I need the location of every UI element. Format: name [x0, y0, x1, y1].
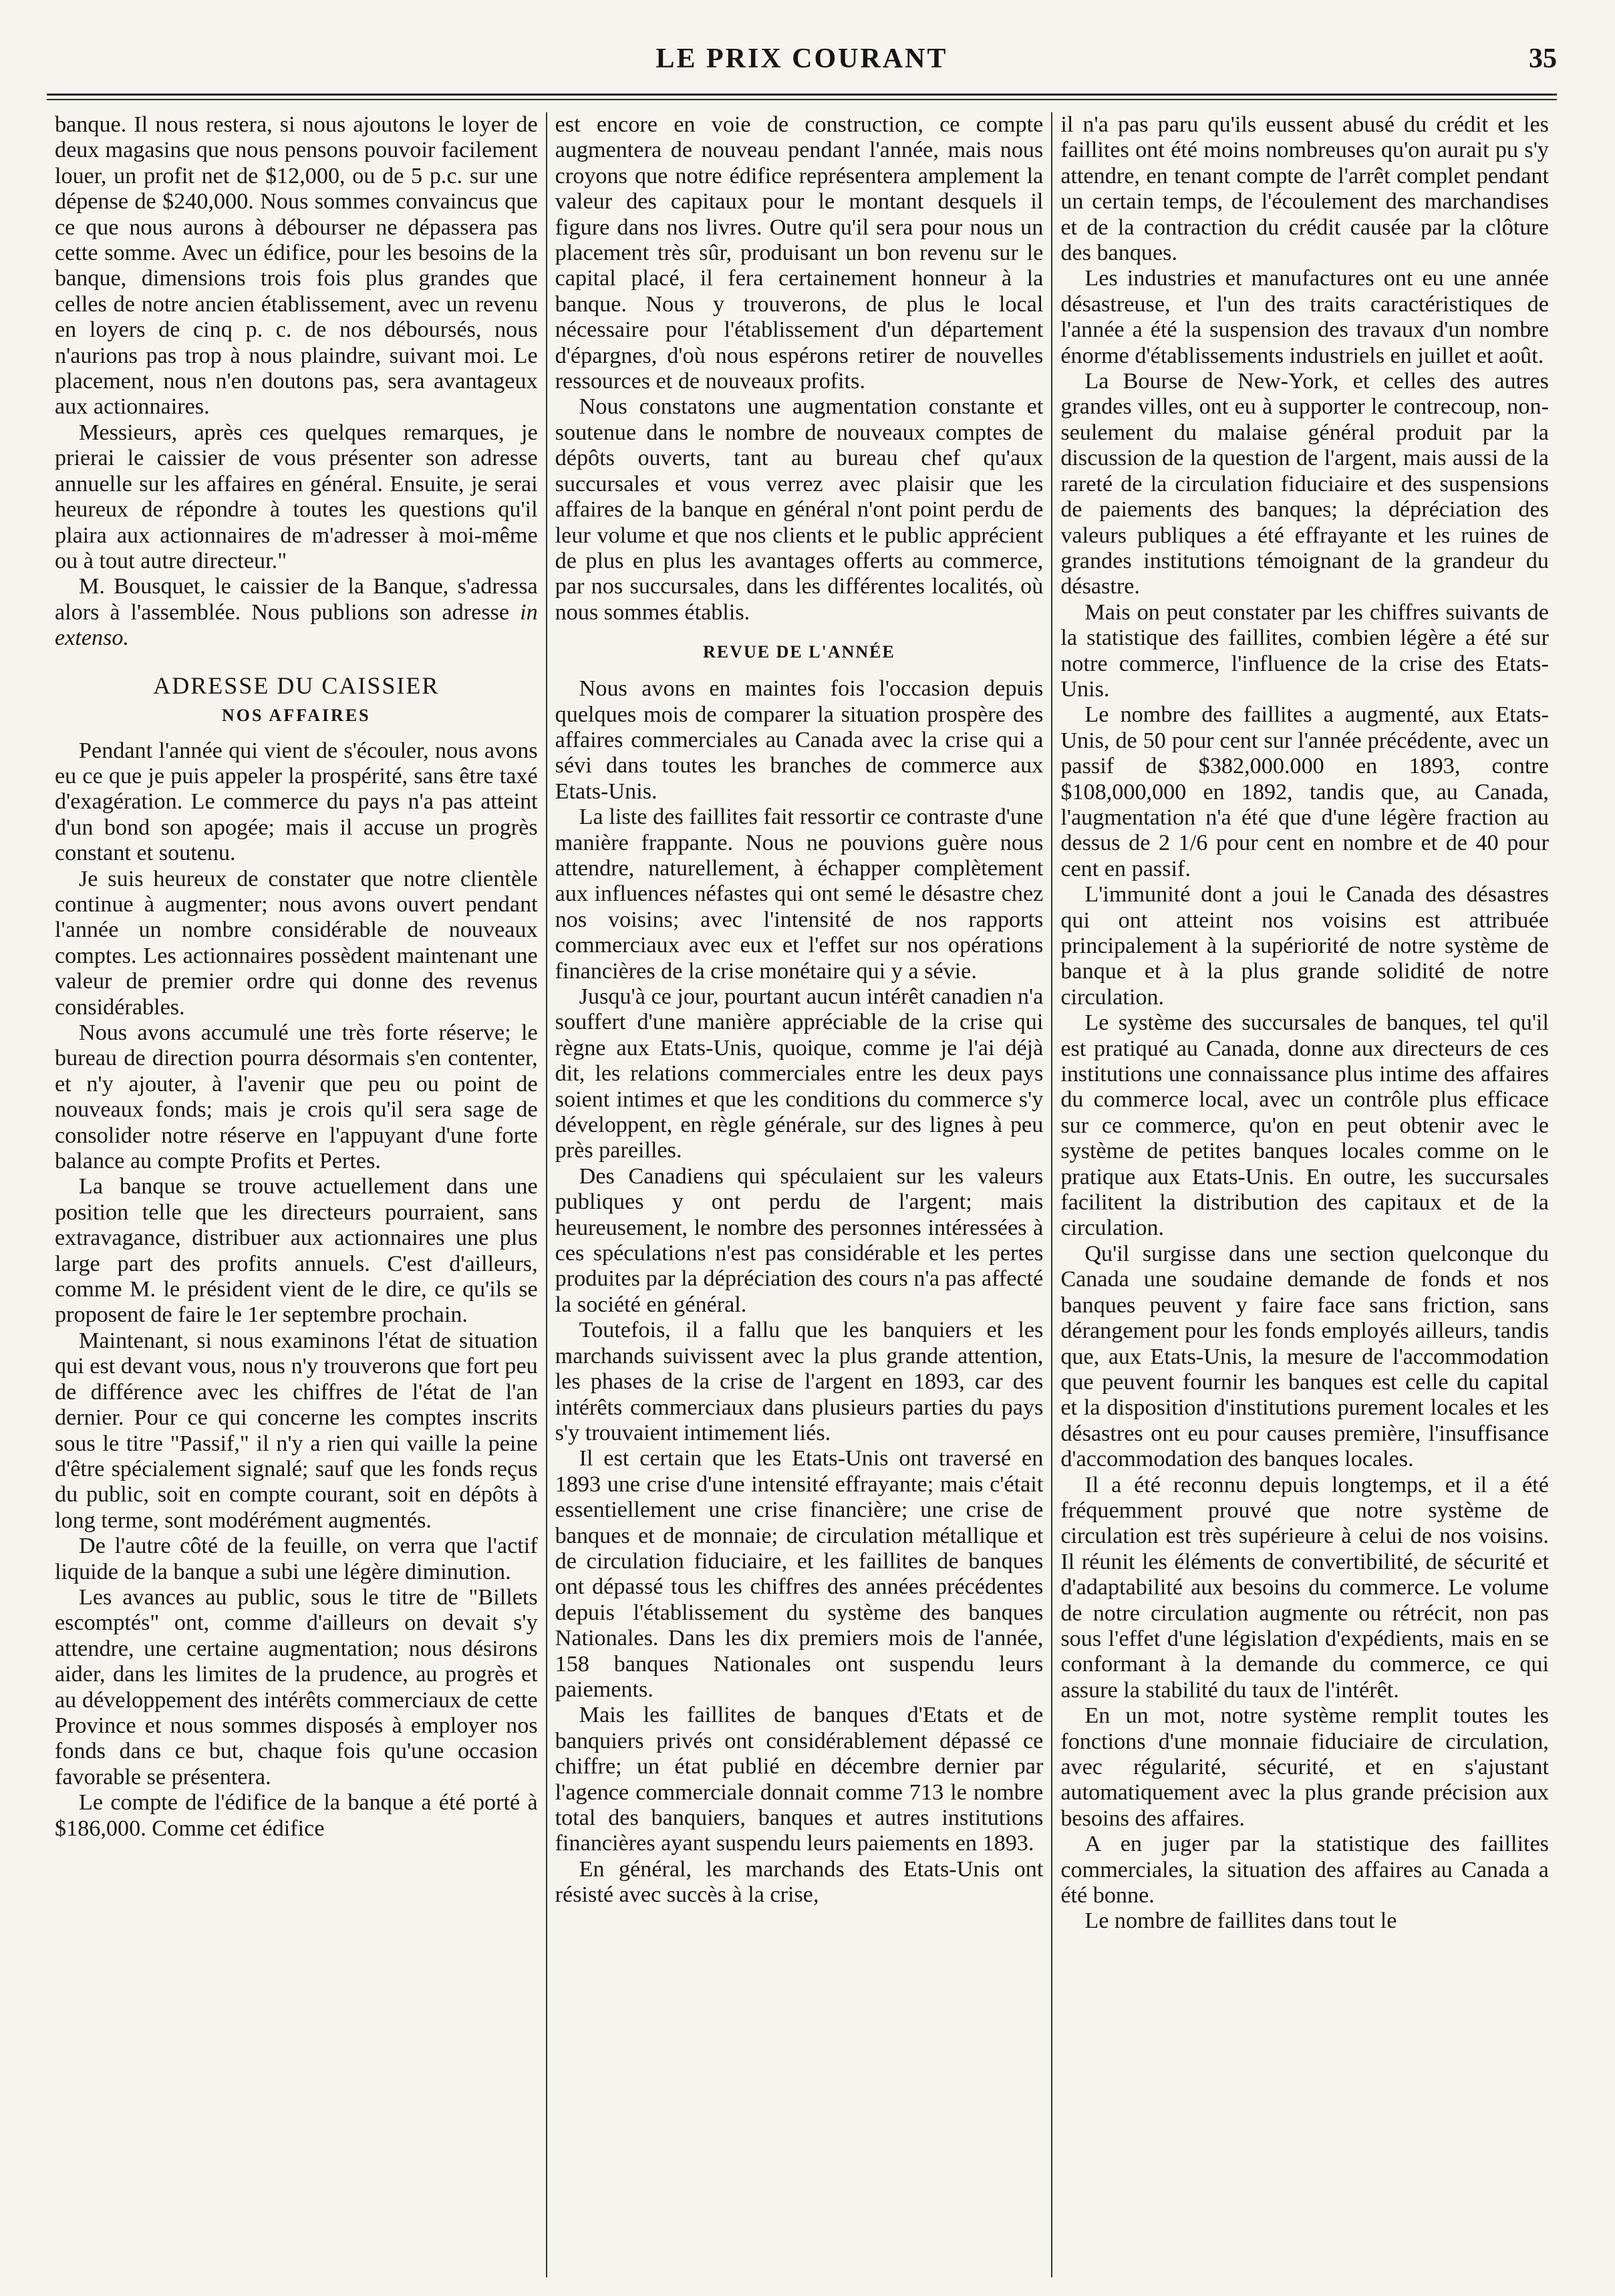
- paragraph: Messieurs, après ces quelques remarques, je prierai le caissier de vous présenter son adresse annuelle sur les affaires en général. Ensuite, je serai heureux de répondre à toutes les questions qu'il plaira aux actionnaires de m'adresser à moi-même ou à tout autre directeur.": [55, 420, 538, 573]
- paragraph: La banque se trouve actuellement dans une position telle que les directeurs pourraient, sans extravagance, distribuer aux actionnaires une plus large part des profits annuels. C'est d'ailleurs, comme M. le président vient de le dire, ce qu'ils se proposent de faire le 1er septembre prochain.: [55, 1174, 538, 1328]
- paragraph: Il a été reconnu depuis longtemps, et il a été fréquemment prouvé que notre système de circulation est très supérieure à celui de nos voisins. Il réunit les éléments de convertibilité, de sécurité et d'adaptabilité aux besoins du commerce. Le volume de notre circulation augmente ou rétrécit, non pas sous l'effet d'une législation d'expédients, mais en se conformant à la demande du commerce, ce qui assure la stabilité du taux de l'intérêt.: [1060, 1472, 1549, 1703]
- page-header: [47, 39, 1557, 87]
- emphasis-text: in extenso.: [55, 599, 538, 651]
- paragraph: La Bourse de New-York, et celles des autres grandes villes, ont eu à supporter le contrecoup, non-seulement du malaise général produit par la discussion de la question de l'argent, mais aussi de la rareté de la circulation fiduciaire et des suspensions de paiements des banques; la dépréciation des valeurs publiques a été effrayante et les ruines de grandes institutions témoignant de la grandeur du désastre.: [1060, 369, 1549, 599]
- paragraph: Nous avons accumulé une très forte réserve; le bureau de direction pourra désormais s'en contenter, et n'y ajouter, à l'avenir que peu ou point de nouveaux fonds; mais je crois qu'il sera sage de consolider notre réserve en l'appuyant d'une forte balance au compte Profits et Pertes.: [55, 1020, 538, 1174]
- column-3: [1052, 112, 1557, 2277]
- paragraph: Jusqu'à ce jour, pourtant aucun intérêt canadien n'a souffert d'une manière appréciable de la crise qui règne aux Etats-Unis, quoique, comme je l'ai déjà dit, les relations commerciales entre les deux pays soient intimes et que les conditions du commerce s'y développent, en règle générale, sur des lignes à peu près pareilles.: [555, 984, 1044, 1163]
- paragraph: Le système des succursales de banques, tel qu'il est pratiqué au Canada, donne aux directeurs de ces institutions une connaissance plus intime des affaires du commerce local, avec un contrôle plus efficace sur ce commerce, qu'on en peut obtenir avec le système de petites banques locales comme on le pratique aux Etats-Unis. En outre, les succursales facilitent la distribution des capitaux et de la circulation.: [1060, 1010, 1549, 1241]
- paragraph: [55, 574, 538, 651]
- paragraph: A en juger par la statistique des faillites commerciales, la situation des affaires au Canada a été bonne.: [1060, 1832, 1549, 1908]
- paragraph: Qu'il surgisse dans une section quelconque du Canada une soudaine demande de fonds et nos banques peuvent y faire face sans friction, sans dérangement pour les fonds employés ailleurs, tandis que, aux Etats-Unis, la mesure de l'accommodation que peuvent fournir les banques est celle du capital et la disposition d'institutions purement locales et les désastres ont eu pour causes première, l'insuffisance d'accommodation des banques locales.: [1060, 1241, 1549, 1472]
- paragraph: Les industries et manufactures ont eu une année désastreuse, et l'un des traits caractéristiques de l'année a été la suspension des travaux d'un nombre énorme d'établissements industriels en juillet et août.: [1060, 266, 1549, 368]
- section-heading: ADRESSE DU CAISSIER: [153, 672, 440, 699]
- paragraph: Le nombre des faillites a augmenté, aux Etats-Unis, de 50 pour cent sur l'année précédente, avec un passif de $382,000.000 en 1893, contre $108,000,000 en 1892, tandis que, au Canada, l'augmentation n'a été que d'une légère fraction au dessus de 2 1/6 pour cent en nombre et de 40 pour cent en passif.: [1060, 702, 1549, 881]
- page-number: 35: [1529, 43, 1557, 74]
- paragraph: est encore en voie de construction, ce compte augmentera de nouveau pendant l'année, mais nous croyons que notre édifice représentera amplement la valeur des capitaux pour le montant desquels il figure dans nos livres. Outre qu'il sera pour nous un placement très sûr, produisant un bon revenu sur le capital placé, il fera certainement honneur à la banque. Nous y trouverons, de plus le local nécessaire pour l'établissement d'un département d'épargnes, d'où nous espérons retirer de nouvelles ressources et de nouveaux profits.: [555, 112, 1044, 394]
- paragraph: Toutefois, il a fallu que les banquiers et les marchands suivissent avec la plus grande attention, les phases de la crise de l'argent en 1893, car des intérêts commerciaux dans plusieurs parties du pays s'y trouvaient intimement liés.: [555, 1318, 1044, 1445]
- paragraph: Mais on peut constater par les chiffres suivants de la statistique des faillites, combien légère a été sur notre commerce, l'influence de la crise des Etats-Unis.: [1060, 599, 1549, 702]
- paragraph: Je suis heureux de constater que notre clientèle continue à augmenter; nous avons ouvert pendant l'année un nombre considérable de nouveaux comptes. Les actionnaires possèdent maintenant une valeur de premier ordre qui donne des revenus considérables.: [55, 866, 538, 1020]
- paragraph: il n'a pas paru qu'ils eussent abusé du crédit et les faillites ont été moins nombreuses qu'on aurait pu s'y attendre, en tenant compte de l'arrêt complet pendant un certain temps, de l'écoulement des marchandises et de la contraction du crédit causée par la clôture des banques.: [1060, 112, 1549, 266]
- paragraph: De l'autre côté de la feuille, on verra que l'actif liquide de la banque a subi une légère diminution.: [55, 1534, 538, 1584]
- paragraph: La liste des faillites fait ressortir ce contraste d'une manière frappante. Nous ne pouvions guère nous attendre, naturellement, à échapper complètement aux influences néfastes qui ont semé le désastre chez nos voisins; avec l'intensité de nos rapports commerciaux avec eux et l'effet sur nos opérations financières de la crise monétaire qui y a sévie.: [555, 805, 1044, 984]
- page-title: LE PRIX COURANT: [655, 43, 948, 74]
- paragraph: L'immunité dont a joui le Canada des désastres qui ont atteint nos voisins est attribuée principalement à la supériorité de notre système de banque et à la plus grande solidité de notre circulation.: [1060, 882, 1549, 1010]
- column-2: [547, 112, 1052, 2277]
- paragraph: Nous constatons une augmentation constante et soutenue dans le nombre de nouveaux comptes de dépôts ouverts, tant au bureau chef qu'aux succursales et vous verrez avec plaisir que les affaires de la banque en général n'ont point perdu de leur volume et que nos clients et le public apprécient de plus en plus les avantages offerts au commerce, par nos succursales, dans les différentes localités, où nous sommes établis.: [555, 394, 1044, 625]
- paragraph: Le nombre de faillites dans tout le: [1084, 1908, 1397, 1934]
- paragraph: Les avances au public, sous le titre de "Billets escomptés" ont, comme d'ailleurs on devait s'y attendre, une certaine augmentation; nous désirons aider, dans les limites de la prudence, au progrès et au développement des intérêts commerciaux de cette Province et nous sommes disposés à employer nos fonds dans ce but, chaque fois qu'une occasion favorable se présentera.: [55, 1584, 538, 1789]
- paragraph: Nous avons en maintes fois l'occasion depuis quelques mois de comparer la situation prospère des affaires commerciales au Canada avec la crise qui a sévi dans toutes les branches de commerce aux Etats-Unis.: [555, 676, 1044, 804]
- paragraph: Il est certain que les Etats-Unis ont traversé en 1893 une crise d'une intensité effrayante; mais c'était essentiellement une crise financière; une crise de banques et de monnaie; de circulation métallique et de circulation fiduciaire, et les faillites de banques ont dépassé tous les chiffres des années précédentes depuis l'établissement du système des banques Nationales. Dans les dix premiers mois de l'année, 158 banques Nationales ont suspendu leurs paiements.: [555, 1446, 1044, 1702]
- paragraph: Maintenant, si nous examinons l'état de situation qui est devant vous, nous n'y trouverons que fort peu de différence avec les chiffres de l'état de l'an dernier. Pour ce qui concerne les comptes inscrits sous le titre "Passif," il n'y a rien qui vaille la peine d'être spécialement signalé; sauf que les fonds reçus du public, soit en compte courant, soit en dépôts à long terme, sont modérément augmentés.: [55, 1328, 538, 1533]
- paragraph: Des Canadiens qui spéculaient sur les valeurs publiques y ont perdu de l'argent; mais heureusement, le nombre des personnes intéressées à ces spéculations n'est pas considérable et les pertes produites par la dépréciation des cours n'a pas affecté la société en général.: [555, 1163, 1044, 1317]
- paragraph: En un mot, notre système remplit toutes les fonctions d'une monnaie fiduciaire de circulation, avec régularité, sécurité, et en s'ajustant automatiquement avec la plus grande précision aux besoins des affaires.: [1060, 1703, 1549, 1831]
- paragraph: Le compte de l'édifice de la banque a été porté à $186,000. Comme cet édifice: [55, 1790, 538, 1841]
- paragraph-text: M. Bousquet, le caissier de la Banque, s'adressa alors à l'assemblée. Nous publions son adresse: [55, 574, 538, 625]
- column-1: [47, 112, 546, 2277]
- article-columns: [47, 112, 1557, 2277]
- header-rule-thin: [47, 99, 1557, 100]
- section-subheading: NOS AFFAIRES: [222, 705, 371, 725]
- section-heading: REVUE DE L'ANNÉE: [703, 642, 895, 662]
- paragraph: banque. Il nous restera, si nous ajoutons le loyer de deux magasins que nous pensons pouvoir facilement louer, un profit net de $12,000, ou de 5 p.c. sur une dépense de $240,000. Nous sommes convaincus que ce que nous aurons à débourser ne dépassera pas cette somme. Avec un édifice, pour les besoins de la banque, dimensions trois fois plus grandes que celles de notre ancien établissement, avec un revenu en loyers de cinq p. c. de nos déboursés, nous n'aurions pas trop à nous plaindre, suivant moi. Le placement, nous n'en doutons pas, sera avantageux aux actionnaires.: [55, 112, 538, 420]
- paragraph: Mais les faillites de banques d'Etats et de banquiers privés ont considérablement dépassé ce chiffre; un état publié en décembre dernier par l'agence commerciale donnait comme 713 le nombre total des banquiers, banques et autres institutions financières ayant suspendu leurs paiements en 1893.: [555, 1703, 1044, 1856]
- paragraph: En général, les marchands des Etats-Unis ont résisté avec succès à la crise,: [555, 1856, 1044, 1908]
- header-rule: [47, 94, 1557, 96]
- paragraph: Pendant l'année qui vient de s'écouler, nous avons eu ce que je puis appeler la prospérité, sans être taxé d'exagération. Le commerce du pays n'a pas atteint d'un bond son apogée; mais il accuse un progrès constant et soutenu.: [55, 738, 538, 866]
